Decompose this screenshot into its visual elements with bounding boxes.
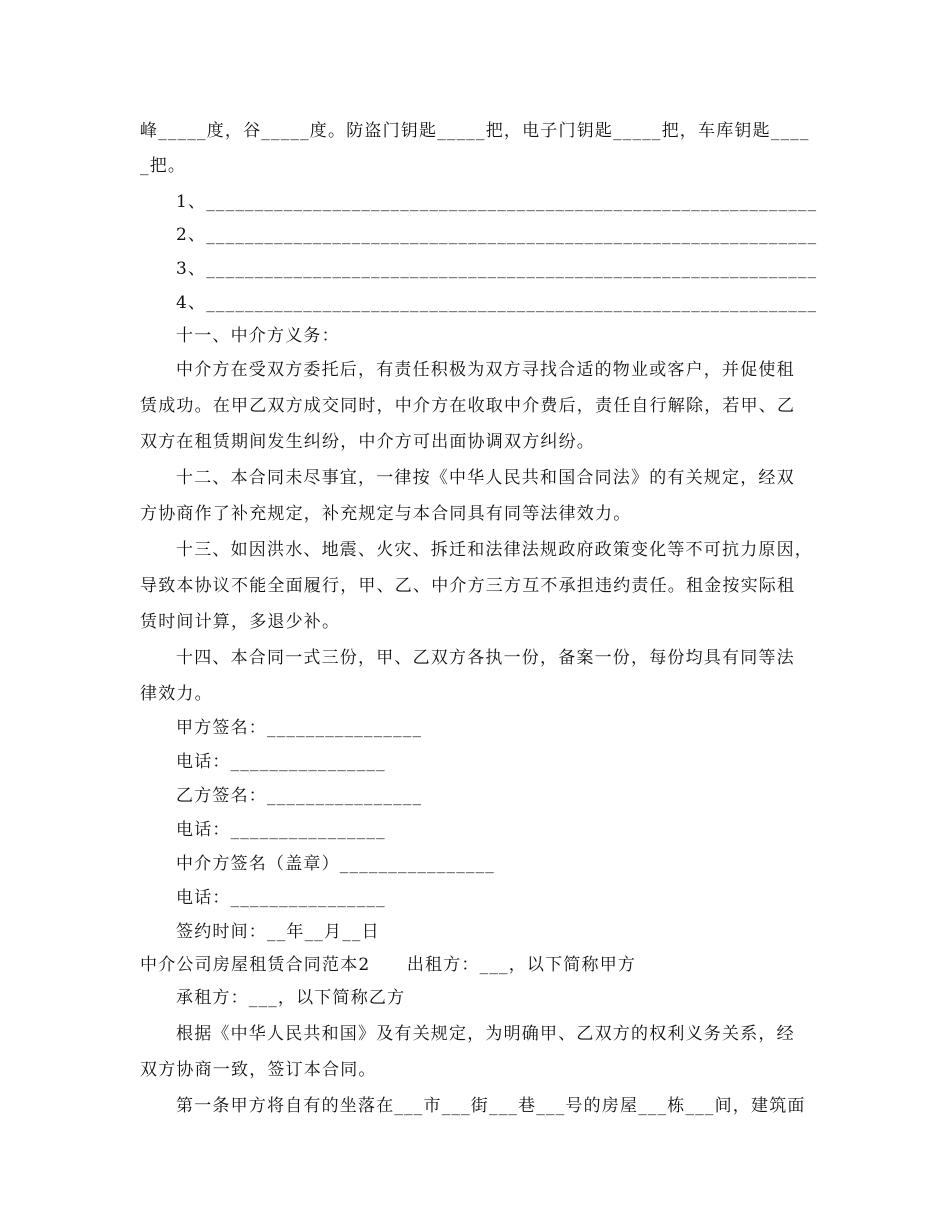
text-line: 峰_____度，谷_____度。防盗门钥匙_____把，电子门钥匙_____把，车库钥匙____ — [140, 121, 810, 141]
lessee-line: 承租方：___，以下简称乙方 — [176, 988, 406, 1008]
article-one-line: 第一条甲方将自有的坐落在___市___街___巷___号的房屋___栋___间，建筑面 — [176, 1096, 806, 1116]
blank-item-2: 2、_______________________________________________________________ — [176, 225, 818, 245]
paragraph-line: 赁成功。在甲乙双方成交同时，中介方在收取中介费后，责任自行解除，若甲、乙 — [140, 396, 796, 416]
signing-date-field: 签约时间：__年__月__日 — [176, 922, 380, 942]
paragraph-line: 双方协商一致，签订本合同。 — [140, 1060, 377, 1080]
paragraph-line: 十三、如因洪水、地震、火灾、拆迁和法律法规政府政策变化等不可抗力原因， — [176, 540, 813, 560]
paragraph-line: 十二、本合同未尽事宜，一律按《中华人民共和国合同法》的有关规定，经双 — [176, 468, 795, 488]
paragraph-line: 双方在租赁期间发生纠纷，中介方可出面协调双方纠纷。 — [140, 432, 595, 452]
paragraph-line: 方协商作了补充规定，补充规定与本合同具有同等法律效力。 — [140, 504, 632, 524]
paragraph-line: 十四、本合同一式三份，甲、乙双方各执一份，备案一份，每份均具有同等法 — [176, 648, 795, 668]
party-a-signature-field: 甲方签名：________________ — [176, 718, 423, 738]
paragraph-line: 赁时间计算，多退少补。 — [140, 612, 341, 632]
paragraph-line: 中介方在受双方委托后，有责任积极为双方寻找合适的物业或客户，并促使租 — [176, 360, 795, 380]
agency-signature-field: 中介方签名（盖章）________________ — [176, 854, 495, 874]
party-a-phone-field: 电话：________________ — [176, 752, 386, 772]
agency-phone-field: 电话：________________ — [176, 888, 386, 908]
party-b-phone-field: 电话：________________ — [176, 820, 386, 840]
contract-title: 中介公司房屋租赁合同范本2 出租方：___，以下简称甲方 — [140, 955, 637, 975]
blank-item-4: 4、_______________________________________________________________ — [176, 293, 818, 313]
paragraph-line: 律效力。 — [140, 684, 213, 704]
party-b-signature-field: 乙方签名：________________ — [176, 786, 423, 806]
blank-item-1: 1、_______________________________________________________________ — [176, 192, 818, 212]
blank-item-3: 3、_______________________________________________________________ — [176, 259, 818, 279]
paragraph-line: 根据《中华人民共和国》及有关规定，为明确甲、乙双方的权利义务关系，经 — [176, 1024, 795, 1044]
text-line: _把。 — [140, 156, 187, 176]
section-heading: 十一、中介方义务： — [176, 326, 340, 346]
paragraph-line: 导致本协议不能全面履行，甲、乙、中介方三方互不承担违约责任。租金按实际租 — [140, 576, 796, 596]
